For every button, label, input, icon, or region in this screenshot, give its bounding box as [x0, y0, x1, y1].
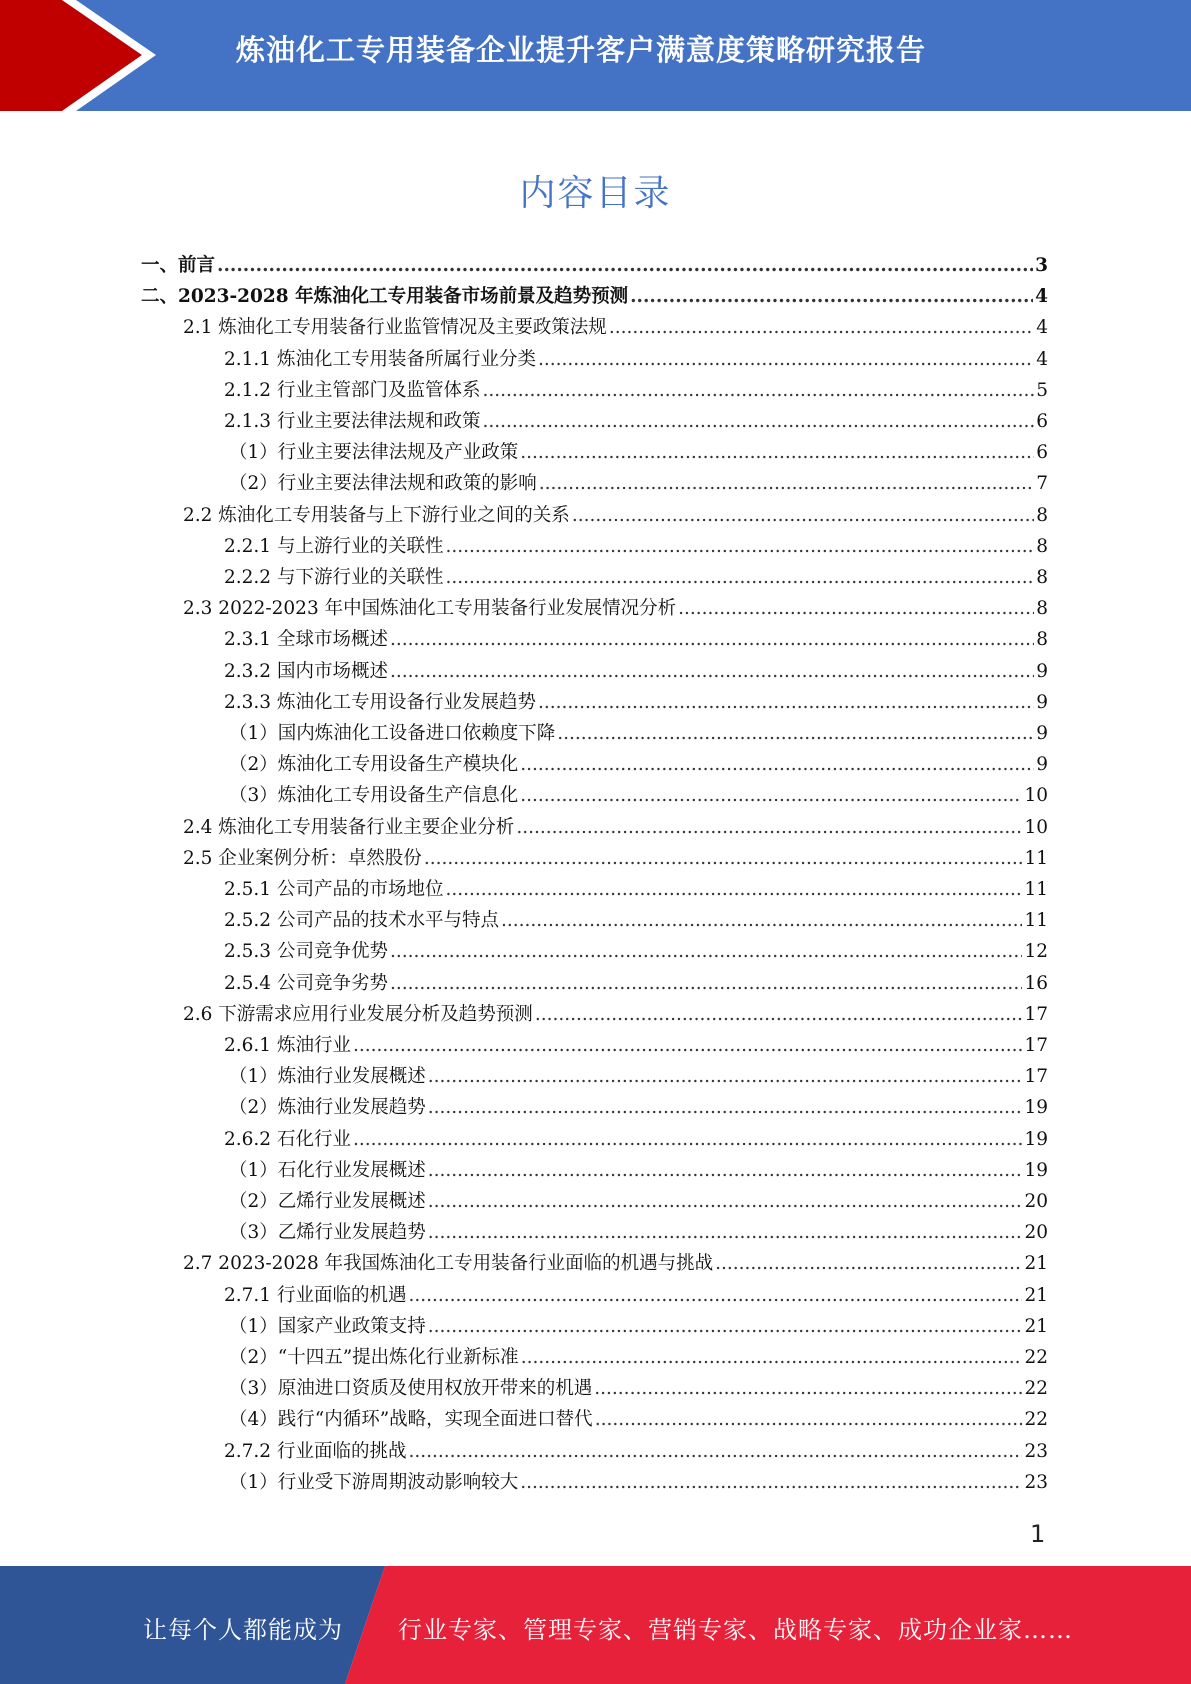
toc-entry-page: 4	[1036, 349, 1048, 370]
toc-entry-page: 11	[1024, 879, 1048, 900]
toc-leader-dots	[390, 939, 1022, 965]
toc-title: 内容目录	[519, 173, 672, 214]
toc-entry-page: 6	[1036, 442, 1048, 463]
footer-slogan-right: 行业专家、管理专家、营销专家、战略专家、成功企业家……	[398, 1616, 1073, 1644]
toc-entry-page: 11	[1024, 910, 1048, 931]
toc-entry-label: 2.1.1 炼油化工专用装备所属行业分类	[224, 349, 536, 370]
header-banner	[0, 0, 1191, 111]
toc-entry-label: 2.5.2 公司产品的技术水平与特点	[224, 910, 499, 931]
toc-entry[interactable]	[229, 1376, 1048, 1402]
toc-leader-dots	[217, 253, 1033, 279]
toc-entry[interactable]	[183, 315, 1048, 341]
toc-entry[interactable]	[229, 1220, 1048, 1246]
toc-entry[interactable]	[224, 659, 1048, 685]
toc-entry[interactable]	[224, 1439, 1048, 1465]
toc-leader-dots	[424, 846, 1023, 872]
toc-entry-label: （1）国内炼油化工设备进口依赖度下降	[229, 723, 556, 744]
toc-entry-label: 2.4 炼油化工专用装备行业主要企业分析	[183, 817, 515, 838]
toc-entry[interactable]	[224, 409, 1048, 435]
toc-leader-dots	[520, 1470, 1022, 1496]
toc-entry-page: 20	[1024, 1222, 1048, 1243]
toc-entry-label: 2.3.1 全球市场概述	[224, 629, 388, 650]
toc-entry-page: 10	[1024, 785, 1048, 806]
toc-entry[interactable]	[229, 721, 1048, 747]
toc-entry-page: 10	[1024, 817, 1048, 838]
toc-entry-label: 2.1 炼油化工专用装备行业监管情况及主要政策法规	[183, 317, 607, 338]
toc-entry-page: 5	[1036, 380, 1048, 401]
toc-entry[interactable]	[229, 1158, 1048, 1184]
toc-leader-dots	[535, 1002, 1023, 1028]
toc-entry-label: （3）原油进口资质及使用权放开带来的机遇	[229, 1378, 593, 1399]
toc-entry-label: 2.7.2 行业面临的挑战	[224, 1441, 407, 1462]
toc-entry-label: 2.2 炼油化工专用装备与上下游行业之间的关系	[183, 505, 570, 526]
toc-leader-dots	[630, 284, 1033, 310]
toc-entry[interactable]	[229, 752, 1048, 778]
toc-leader-dots	[715, 1251, 1022, 1277]
toc-leader-dots	[390, 659, 1034, 685]
toc-leader-dots	[678, 596, 1034, 622]
toc-entry-label: （1）炼油行业发展概述	[229, 1066, 426, 1087]
toc-entry-page: 8	[1036, 536, 1048, 557]
toc-entry-page: 3	[1035, 255, 1048, 276]
toc-entry-page: 8	[1036, 505, 1048, 526]
footer-banner	[0, 1566, 1191, 1684]
toc-leader-dots	[445, 877, 1022, 903]
toc-entry[interactable]	[224, 347, 1048, 373]
toc-entry[interactable]	[229, 1345, 1048, 1371]
toc-leader-dots	[538, 690, 1034, 716]
toc-entry-label: （4）践行“内循环”战略，实现全面进口替代	[229, 1409, 593, 1430]
toc-entry[interactable]	[229, 783, 1048, 809]
toc-leader-dots	[520, 783, 1022, 809]
toc-entry[interactable]	[229, 471, 1048, 497]
toc-entry-page: 22	[1024, 1378, 1048, 1399]
page-number: 1	[1030, 1520, 1046, 1548]
toc-entry-label: 二、2023-2028 年炼油化工专用装备市场前景及趋势预测	[141, 286, 629, 307]
toc-entry[interactable]	[229, 1470, 1048, 1496]
toc-entry-label: 2.2.2 与下游行业的关联性	[224, 567, 444, 588]
toc-entry[interactable]	[224, 690, 1048, 716]
toc-entry-page: 23	[1024, 1472, 1048, 1493]
toc-entry-label: （3）炼油化工专用设备生产信息化	[229, 785, 519, 806]
toc-entry[interactable]	[224, 1283, 1048, 1309]
toc-leader-dots	[428, 1189, 1023, 1215]
toc-entry-label: 2.7 2023-2028 年我国炼油化工专用装备行业面临的机遇与挑战	[183, 1253, 714, 1274]
toc-leader-dots	[428, 1064, 1023, 1090]
toc-entry[interactable]	[224, 627, 1048, 653]
toc-entry-label: 2.6 下游需求应用行业发展分析及趋势预测	[183, 1004, 533, 1025]
toc-leader-dots	[594, 1376, 1022, 1402]
toc-leader-dots	[428, 1314, 1023, 1340]
toc-entry-label: 2.5.4 公司竞争劣势	[224, 973, 388, 994]
toc-entry-label: （1）石化行业发展概述	[229, 1160, 426, 1181]
toc-entry-page: 9	[1036, 723, 1048, 744]
toc-entry-label: （3）乙烯行业发展趋势	[229, 1222, 426, 1243]
toc-leader-dots	[609, 315, 1034, 341]
toc-entry-page: 22	[1024, 1347, 1048, 1368]
toc-entry-page: 22	[1024, 1409, 1048, 1430]
toc-entry[interactable]	[141, 284, 1048, 310]
toc-entry-label: 2.3.2 国内市场概述	[224, 661, 388, 682]
toc-entry-page: 9	[1036, 754, 1048, 775]
toc-entry-label: （2）“十四五”提出炼化行业新标准	[229, 1347, 519, 1368]
toc-entry-label: 2.6.1 炼油行业	[224, 1035, 351, 1056]
toc-entry[interactable]	[224, 971, 1048, 997]
toc-entry[interactable]	[183, 1251, 1048, 1277]
toc-leader-dots	[428, 1095, 1023, 1121]
toc-entry-page: 17	[1024, 1035, 1048, 1056]
toc-entry-label: 一、前言	[141, 255, 216, 276]
toc-leader-dots	[390, 971, 1022, 997]
toc-leader-dots	[482, 409, 1034, 435]
toc-entry[interactable]	[183, 1002, 1048, 1028]
toc-entry[interactable]	[183, 503, 1048, 529]
toc-entry[interactable]	[229, 1189, 1048, 1215]
toc-entry-page: 8	[1036, 598, 1048, 619]
toc-entry-label: （1）国家产业政策支持	[229, 1316, 426, 1337]
toc-leader-dots	[538, 347, 1034, 373]
toc-entry[interactable]	[183, 815, 1048, 841]
toc-entry[interactable]	[229, 440, 1048, 466]
toc-leader-dots	[428, 1220, 1023, 1246]
toc-entry-label: （2）炼油行业发展趋势	[229, 1097, 426, 1118]
toc-leader-dots	[408, 1439, 1022, 1465]
toc-entry-label: （2）行业主要法律法规和政策的影响	[229, 473, 537, 494]
toc-entry-label: 2.5.1 公司产品的市场地位	[224, 879, 444, 900]
toc-entry-page: 7	[1036, 473, 1048, 494]
toc-leader-dots	[595, 1407, 1023, 1433]
toc-entry-page: 19	[1024, 1097, 1048, 1118]
footer-slogan-left: 让每个人都能成为	[143, 1616, 343, 1644]
toc-entry[interactable]	[224, 1033, 1048, 1059]
toc-entry-page: 21	[1024, 1285, 1048, 1306]
toc-entry[interactable]	[229, 1095, 1048, 1121]
toc-entry-page: 16	[1024, 973, 1048, 994]
toc-entry-label: （2）乙烯行业发展概述	[229, 1191, 426, 1212]
toc-entry-page: 9	[1036, 661, 1048, 682]
toc-leader-dots	[521, 1345, 1023, 1371]
toc-entry[interactable]	[224, 565, 1048, 591]
toc-entry[interactable]	[183, 846, 1048, 872]
toc-entry[interactable]	[224, 939, 1048, 965]
toc-entry-page: 21	[1024, 1253, 1048, 1274]
toc-entry-page: 9	[1036, 692, 1048, 713]
toc-leader-dots	[445, 534, 1034, 560]
toc-entry-label: 2.1.3 行业主要法律法规和政策	[224, 411, 481, 432]
toc-entry[interactable]	[229, 1407, 1048, 1433]
toc-entry[interactable]	[183, 596, 1048, 622]
toc-entry-label: 2.7.1 行业面临的机遇	[224, 1285, 407, 1306]
toc-entry-label: （2）炼油化工专用设备生产模块化	[229, 754, 519, 775]
toc-entry-page: 4	[1035, 286, 1048, 307]
toc-entry-label: 2.2.1 与上游行业的关联性	[224, 536, 444, 557]
toc-entry-page: 4	[1036, 317, 1048, 338]
toc-entry[interactable]	[224, 378, 1048, 404]
toc-entry-page: 17	[1024, 1066, 1048, 1087]
toc-entry-label: （1）行业受下游周期波动影响较大	[229, 1472, 519, 1493]
toc-entry-page: 20	[1024, 1191, 1048, 1212]
toc-entry-page: 19	[1024, 1129, 1048, 1150]
toc-entry-label: 2.5.3 公司竞争优势	[224, 941, 388, 962]
toc-entry-page: 12	[1024, 941, 1048, 962]
toc-entry[interactable]	[224, 534, 1048, 560]
toc-entry-label: 2.1.2 行业主管部门及监管体系	[224, 380, 481, 401]
toc-entry-page: 17	[1024, 1004, 1048, 1025]
toc-entry-page: 23	[1024, 1441, 1048, 1462]
toc-leader-dots	[520, 440, 1034, 466]
toc-leader-dots	[353, 1033, 1023, 1059]
toc-leader-dots	[482, 378, 1034, 404]
toc-leader-dots	[516, 815, 1022, 841]
toc-leader-dots	[501, 908, 1022, 934]
toc-entry[interactable]	[224, 908, 1048, 934]
toc-entry-page: 19	[1024, 1160, 1048, 1181]
toc-leader-dots	[572, 503, 1034, 529]
toc-leader-dots	[445, 565, 1034, 591]
toc-entry-page: 11	[1024, 848, 1048, 869]
toc-entry[interactable]	[224, 877, 1048, 903]
toc-entry-page: 8	[1036, 629, 1048, 650]
toc-entry-label: 2.6.2 石化行业	[224, 1129, 351, 1150]
toc-leader-dots	[520, 752, 1034, 778]
report-title: 炼油化工专用装备企业提升客户满意度策略研究报告	[236, 33, 927, 67]
toc-entry[interactable]	[229, 1314, 1048, 1340]
toc-leader-dots	[390, 627, 1034, 653]
toc-entry-label: 2.5 企业案例分析：卓然股份	[183, 848, 422, 869]
toc-entry[interactable]	[229, 1064, 1048, 1090]
toc-entry-page: 6	[1036, 411, 1048, 432]
toc-entry-label: （1）行业主要法律法规及产业政策	[229, 442, 519, 463]
toc-entry-page: 21	[1024, 1316, 1048, 1337]
toc-leader-dots	[557, 721, 1034, 747]
toc-entry-page: 8	[1036, 567, 1048, 588]
toc-entry-label: 2.3 2022-2023 年中国炼油化工专用装备行业发展情况分析	[183, 598, 677, 619]
toc-leader-dots	[428, 1158, 1023, 1184]
toc-leader-dots	[353, 1127, 1023, 1153]
toc-entry[interactable]	[224, 1127, 1048, 1153]
toc-entry[interactable]	[141, 253, 1048, 279]
toc-entry-label: 2.3.3 炼油化工专用设备行业发展趋势	[224, 692, 536, 713]
toc-leader-dots	[408, 1283, 1022, 1309]
toc-leader-dots	[539, 471, 1034, 497]
